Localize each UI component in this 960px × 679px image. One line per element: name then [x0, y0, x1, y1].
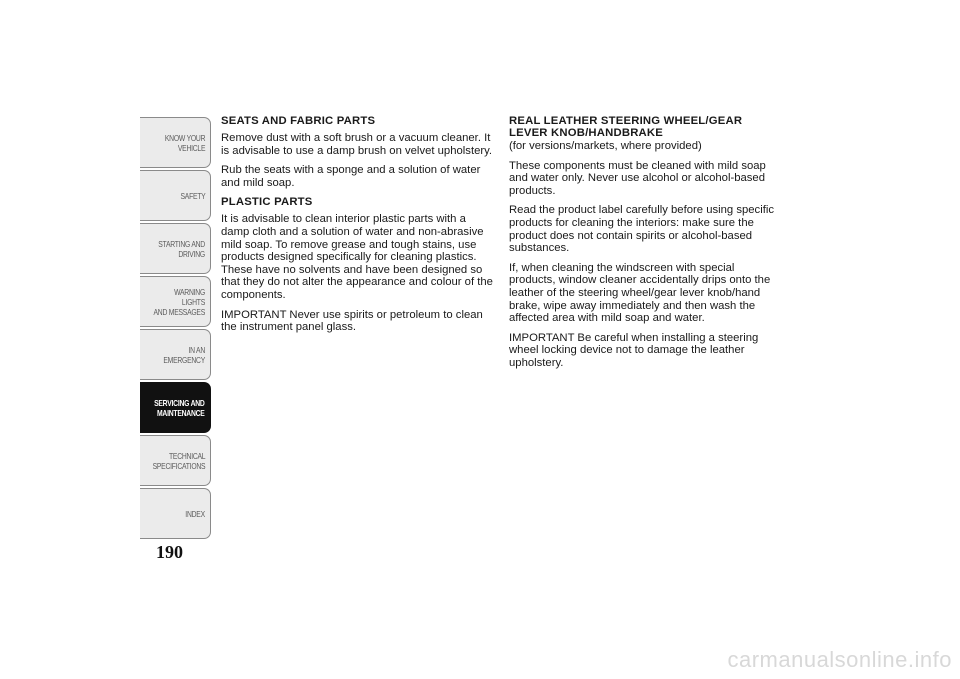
- tab-label: STARTING AND DRIVING: [158, 238, 205, 259]
- leather-paragraph-1: These components must be cleaned with mild soap and water only. Never use alcohol or alcohol-based products.: [509, 159, 766, 197]
- watermark: carmanualsonline.info: [727, 647, 952, 672]
- tab-label: SAFETY: [180, 190, 205, 201]
- seats-paragraph-1: Remove dust with a soft brush or a vacuum cleaner. It is advisable to use a damp brush on velvet upholstery.: [221, 132, 493, 157]
- plastic-paragraph-1: It is advisable to clean interior plastic parts with a damp cloth and a solution of water and non-abrasive mild soap. To remove grease and tough stains, use products designed specifically for cleaning plastics. These have no solvents and have been designed so that they do not alter the appearance and colour of the components.: [221, 213, 493, 301]
- tab-servicing-and-maintenance[interactable]: [140, 382, 211, 433]
- tab-starting-and-driving[interactable]: [140, 223, 211, 274]
- seats-paragraph-2: Rub the seats with a sponge and a solution of water and mild soap.: [221, 164, 481, 189]
- tab-warning-lights[interactable]: [140, 276, 211, 327]
- tab-in-an-emergency[interactable]: [140, 329, 211, 380]
- tab-label: IN AN EMERGENCY: [163, 344, 205, 365]
- leather-paragraph-2: Read the product label carefully before using specific products for cleaning the interiors: make sure the product does not contain spirits or alcohol-based substances.: [509, 204, 775, 255]
- tab-label: KNOW YOUR VEHICLE: [164, 132, 205, 153]
- tab-index[interactable]: [140, 488, 211, 539]
- tab-technical-specifications[interactable]: [140, 435, 211, 486]
- tab-label: SERVICING AND MAINTENANCE: [154, 397, 205, 418]
- page-number: 190: [156, 542, 183, 562]
- tab-label: TECHNICAL SPECIFICATIONS: [152, 450, 205, 471]
- leather-paragraph-4: IMPORTANT Be careful when installing a steering wheel locking device not to damage the leather upholstery.: [509, 331, 759, 369]
- tab-know-your-vehicle[interactable]: [140, 117, 211, 168]
- leather-subheading: (for versions/markets, where provided): [509, 140, 702, 152]
- right-column: [509, 115, 781, 377]
- plastic-heading: PLASTIC PARTS: [221, 196, 313, 209]
- tab-safety[interactable]: [140, 170, 211, 221]
- leather-heading: REAL LEATHER STEERING WHEEL/GEAR LEVER KNOB/HANDBRAKE: [509, 115, 743, 139]
- seats-heading: SEATS AND FABRIC PARTS: [221, 115, 376, 127]
- left-column: [221, 115, 493, 341]
- section-tabs: [140, 117, 211, 541]
- tab-label: INDEX: [185, 508, 205, 519]
- plastic-paragraph-2: IMPORTANT Never use spirits or petroleum to clean the instrument panel glass.: [221, 308, 483, 334]
- leather-paragraph-3: If, when cleaning the windscreen with special products, window cleaner accidentally drips onto the leather of the steering wheel/gear lever knob/hand brake, wipe away immediately and then wash the affected area with mild soap and water.: [509, 261, 771, 325]
- tab-label: WARNING LIGHTS AND MESSAGES: [153, 286, 205, 317]
